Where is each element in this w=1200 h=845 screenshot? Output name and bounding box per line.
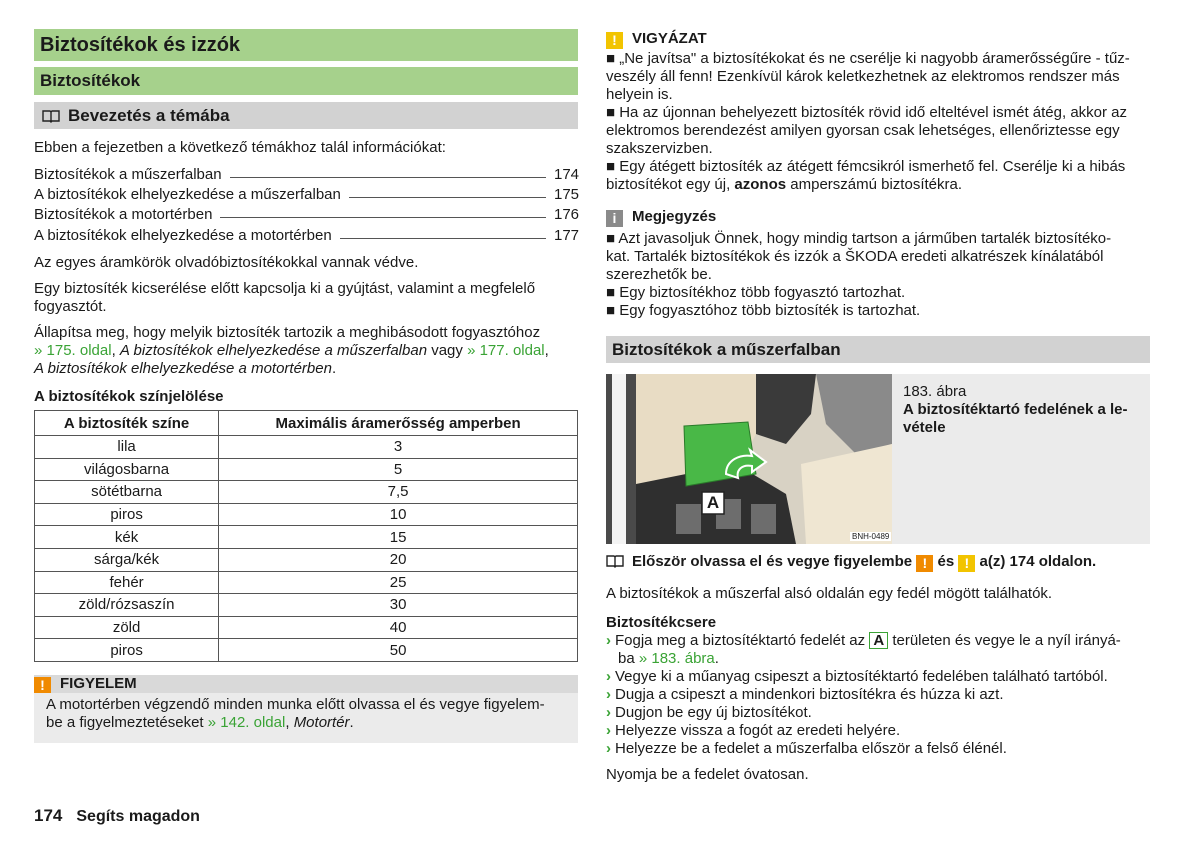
intro-lead: Ebben a fejezetben a következő témákhoz talál információkat:	[34, 139, 446, 156]
caution-icon: !	[958, 555, 975, 572]
table-row	[35, 548, 578, 571]
table-row	[35, 616, 578, 639]
amp-cell: 25	[219, 571, 578, 594]
caution-line: szakszervizben.	[606, 140, 713, 157]
color-cell: sötétbarna	[35, 481, 219, 504]
table-row	[35, 503, 578, 526]
caution-line: ■ „Ne javítsa" a biztosítékokat és ne cserélje ki nagyobb áramerősségűre - tűz-	[606, 50, 1130, 67]
section-ref: A biztosítékok elhelyezkedése a műszerfalban	[119, 342, 428, 359]
amp-cell: 40	[219, 616, 578, 639]
fuse-color-table	[34, 410, 578, 662]
step-item	[606, 704, 1150, 722]
step-text: ba	[618, 650, 635, 667]
amp-cell: 7,5	[219, 481, 578, 504]
color-cell: sárga/kék	[35, 548, 219, 571]
caution-emphasis: azonos	[734, 176, 787, 193]
table-header-row	[35, 411, 578, 436]
toc-page: 174	[554, 166, 580, 183]
table-row	[35, 458, 578, 481]
toc-label: Biztosítékok a műszerfalban	[34, 166, 222, 183]
intro-heading	[34, 102, 578, 129]
step-item-cont: ba » 183. ábra.	[618, 650, 719, 667]
figure-link[interactable]: » 183. ábra	[638, 650, 715, 667]
color-cell: kék	[35, 526, 219, 549]
step-item	[606, 632, 1150, 650]
caution-line: ■ Ha az újonnan behelyezett biztosíték rövid idő elteltével ismét átég, akkor az	[606, 104, 1128, 121]
warning-line: be a figyelmeztetéseket » 142. oldal, Motortér.	[46, 714, 354, 731]
toc-leader	[220, 217, 546, 218]
caret-icon: ›	[606, 704, 611, 721]
caution-line: ■ Egy átégett biztosíték az átégett fémcsikról ismerhető fel. Cserélje ki a hibás	[606, 158, 1126, 175]
table-row	[35, 639, 578, 662]
table-title: A biztosítékok színjelölése	[34, 388, 224, 405]
page-footer	[34, 806, 578, 826]
para-line: Állapítsa meg, hogy melyik biztosíték tartozik a meghibásodott fogyasztóhoz	[34, 324, 541, 341]
toc-page: 176	[554, 206, 580, 223]
caret-icon: ›	[606, 722, 611, 739]
toc-label: Biztosítékok a motortérben	[34, 206, 213, 223]
amp-cell: 3	[219, 436, 578, 459]
step-item	[606, 668, 1150, 686]
dashboard-section-title: Biztosítékok a műszerfalban	[606, 336, 1150, 363]
read-first-text: Először olvassa el és vegye figyelembe	[632, 553, 913, 570]
figure-block	[606, 374, 1150, 544]
caution-header	[606, 30, 1150, 48]
caution-line: veszély áll fenn! Ezenkívül károk keletkezhetnek az elektromos rendszer más	[606, 68, 1120, 85]
note-line: ■ Azt javasoljuk Önnek, hogy mindig tartson a járműben tartalék biztosítéko-	[606, 230, 1112, 247]
note-line: kat. Tartalék biztosítékok és izzók a ŠKODA eredeti alkatrészek kínálatából	[606, 248, 1104, 265]
table-row	[35, 571, 578, 594]
figure-code: BNH-0489	[852, 532, 890, 541]
color-cell: világosbarna	[35, 458, 219, 481]
caution-title: VIGYÁZAT	[632, 30, 707, 47]
footer-section: Segíts magadon	[76, 808, 200, 825]
amp-cell: 5	[219, 458, 578, 481]
para-line: Egy biztosíték kicserélése előtt kapcsolja ki a gyújtást, valamint a megfelelő	[34, 280, 536, 297]
figure-callout-label: A	[706, 493, 720, 512]
note-title: Megjegyzés	[632, 208, 717, 225]
color-cell: zöld/rózsaszín	[35, 594, 219, 617]
warning-text: be a figyelmeztetéseket	[46, 714, 204, 731]
step-item	[606, 686, 1150, 704]
caret-icon: ›	[606, 740, 611, 757]
note-line: szerezhetők be.	[606, 266, 712, 283]
caution-line: helyein is.	[606, 86, 673, 103]
section-ref: A biztosítékok elhelyezkedése a motortérben	[34, 360, 332, 377]
note-line: ■ Egy biztosítékhoz több fogyasztó tartozhat.	[606, 284, 906, 301]
warning-title: FIGYELEM	[60, 675, 137, 692]
step-text: Helyezze vissza a fogót az eredeti helyére.	[615, 722, 901, 739]
figure-caption-box	[892, 374, 1150, 544]
closing-text: Nyomja be a fedelet óvatosan.	[606, 766, 809, 783]
chapter-title: Biztosítékok és izzók	[34, 29, 578, 61]
table-row	[35, 481, 578, 504]
column-header: A biztosíték színe	[35, 411, 219, 436]
figure-number: 183. ábra	[903, 383, 967, 400]
read-first-text: és	[937, 553, 955, 570]
warning-header	[34, 675, 578, 693]
toc-page: 177	[554, 227, 580, 244]
section-title: Biztosítékok	[34, 67, 578, 95]
intro-heading-label: Bevezetés a témába	[68, 106, 230, 125]
column-header: Maximális áramerősség amperben	[219, 411, 578, 436]
amp-cell: 20	[219, 548, 578, 571]
caret-icon: ›	[606, 686, 611, 703]
read-first-text: a(z) 174 oldalon.	[979, 553, 1097, 570]
warning-box	[34, 693, 578, 743]
caret-icon: ›	[606, 632, 611, 649]
step-item	[606, 722, 1150, 740]
amp-cell: 30	[219, 594, 578, 617]
section-ref: Motortér	[293, 714, 350, 731]
toc-leader	[349, 197, 546, 198]
note-header	[606, 208, 1150, 226]
area-label: A	[869, 632, 888, 649]
para-word: vagy	[431, 342, 463, 359]
para-switch-off	[34, 280, 578, 316]
table-row	[35, 526, 578, 549]
caution-text-part: amperszámú biztosítékra.	[790, 176, 962, 193]
color-cell: piros	[35, 639, 219, 662]
toc-item[interactable]	[34, 163, 578, 183]
steps-list	[606, 632, 1150, 758]
amp-cell: 10	[219, 503, 578, 526]
figure-caption: vétele	[903, 419, 946, 436]
figure-caption: A biztosítéktartó fedelének a le-	[903, 401, 1128, 418]
toc-item[interactable]	[34, 203, 578, 223]
caret-icon: ›	[606, 668, 611, 685]
step-text: Dugjon be egy új biztosítékot.	[615, 704, 812, 721]
book-icon	[606, 554, 624, 568]
step-text: Dugja a csipeszt a mindenkori biztosítékra és húzza ki azt.	[615, 686, 1004, 703]
toc-item[interactable]	[34, 183, 578, 203]
read-first-note	[606, 553, 1150, 572]
color-cell: fehér	[35, 571, 219, 594]
toc-label: A biztosítékok elhelyezkedése a műszerfalban	[34, 186, 341, 203]
warning-icon: !	[916, 555, 933, 572]
page-link[interactable]: » 175. oldal	[34, 342, 112, 359]
page-number: 174	[34, 806, 63, 825]
step-text: Helyezze be a fedelet a műszerfalba először a felső élénél.	[615, 740, 1007, 757]
color-cell: zöld	[35, 616, 219, 639]
table-row	[35, 436, 578, 459]
page-link[interactable]: » 142. oldal	[207, 714, 286, 731]
para-line: fogyasztót.	[34, 298, 107, 315]
amp-cell: 15	[219, 526, 578, 549]
toc-leader	[340, 238, 546, 239]
step-text: területen és vegye le a nyíl irányá-	[892, 632, 1121, 649]
warning-icon: !	[34, 677, 51, 694]
note-text	[606, 230, 1150, 320]
toc-label: A biztosítékok elhelyezkedése a motortérben	[34, 227, 332, 244]
steps-title: Biztosítékcsere	[606, 614, 717, 631]
color-cell: piros	[35, 503, 219, 526]
info-icon: i	[606, 210, 623, 227]
caution-text	[606, 50, 1150, 194]
toc-item[interactable]	[34, 224, 578, 244]
fuse-cover-illustration	[606, 374, 892, 544]
note-line: ■ Egy fogyasztóhoz több biztosíték is tartozhat.	[606, 302, 921, 319]
toc-page: 175	[554, 186, 580, 203]
step-text: Vegye ki a műanyag csipeszt a biztosítéktartó fedelében található tartóból.	[615, 668, 1108, 685]
location-text: A biztosítékok a műszerfal alsó oldalán egy fedél mögött találhatók.	[606, 585, 1053, 602]
table-row	[35, 594, 578, 617]
para-protection: Az egyes áramkörök olvadóbiztosítékokkal vannak védve.	[34, 254, 419, 271]
step-text: Fogja meg a biztosítéktartó fedelét az	[615, 632, 866, 649]
step-item	[606, 740, 1150, 758]
warning-line: A motortérben végzendő minden munka előtt olvassa el és vegye figyelem-	[46, 696, 545, 713]
caution-line	[606, 176, 1150, 194]
para-identify: Állapítsa meg, hogy melyik biztosíték tartozik a meghibásodott fogyasztóhoz » 175. oldal, A biztosítékok elhelyezkedése a műszerfalban vagy » 177. oldal, A biztosítékok elhelyezkedése a motortérben.	[34, 324, 549, 377]
amp-cell: 50	[219, 639, 578, 662]
color-cell: lila	[35, 436, 219, 459]
caution-icon: !	[606, 32, 623, 49]
book-icon	[42, 109, 60, 123]
toc-leader	[230, 177, 546, 178]
page-link[interactable]: » 177. oldal	[467, 342, 545, 359]
caution-text-part: biztosítékot egy új,	[606, 176, 731, 193]
caution-line: elektromos berendezést amilyen gyorsan csak lehetséges, ellenőriztesse egy	[606, 122, 1120, 139]
